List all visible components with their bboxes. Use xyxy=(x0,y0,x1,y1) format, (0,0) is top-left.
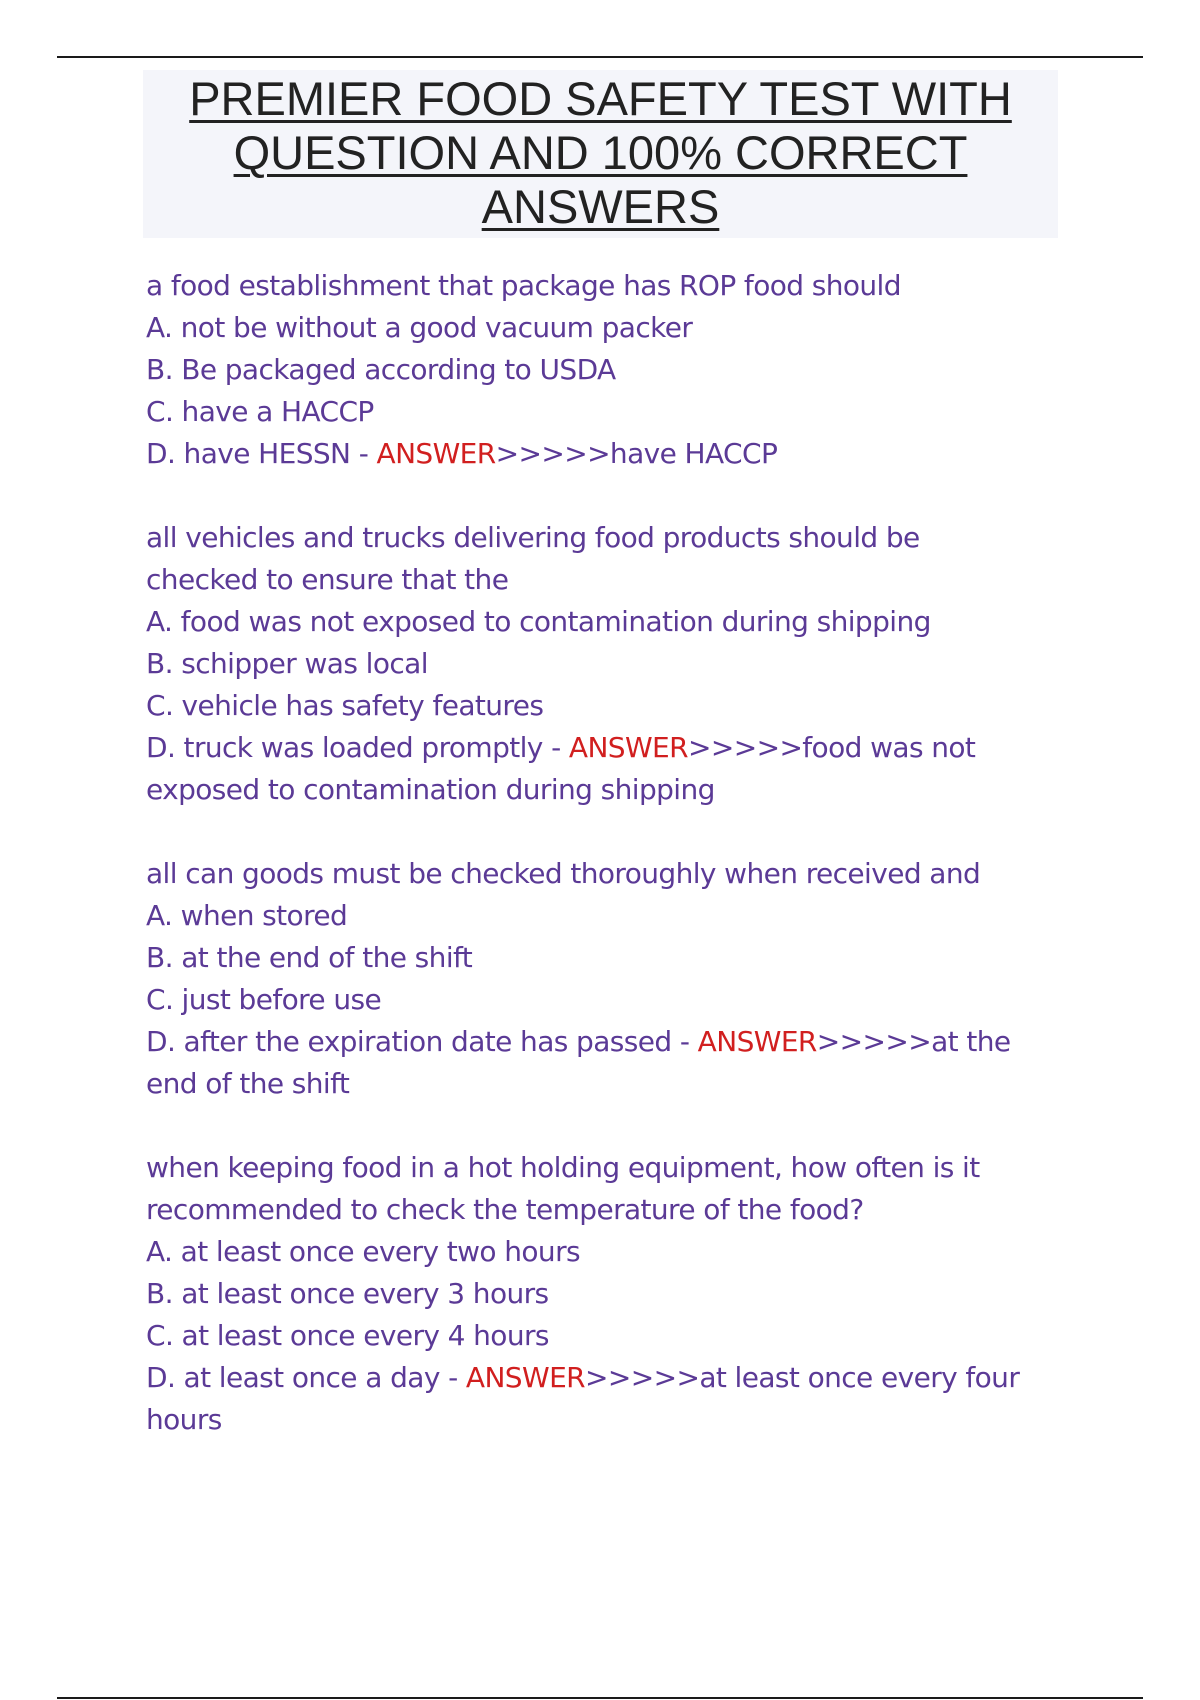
title-line: QUESTION AND 100% CORRECT xyxy=(233,126,968,179)
option-c: C. just before use xyxy=(146,983,382,1016)
document-title-block xyxy=(143,70,1058,238)
bottom-rule xyxy=(57,1697,1143,1699)
answer-label: ANSWER xyxy=(568,731,688,764)
option-b: B. at the end of the shift xyxy=(146,941,473,974)
option-d-with-answer xyxy=(146,727,1046,769)
answer-text: >>>>>at the xyxy=(816,1025,1011,1058)
option-a: A. when stored xyxy=(146,899,348,932)
question-text: all can goods must be checked thoroughly when received and xyxy=(146,857,981,890)
question-text: all vehicles and trucks delivering food products should be xyxy=(146,521,920,554)
option-c: C. vehicle has safety features xyxy=(146,689,544,722)
answer-label: ANSWER xyxy=(697,1025,817,1058)
question-list xyxy=(146,265,1046,1483)
question-block xyxy=(146,517,1046,811)
answer-text-continued: hours xyxy=(146,1403,222,1436)
option-b: B. at least once every 3 hours xyxy=(146,1277,549,1310)
title-line: PREMIER FOOD SAFETY TEST WITH xyxy=(189,72,1012,125)
answer-label: ANSWER xyxy=(376,437,496,470)
question-block xyxy=(146,1147,1046,1441)
option-a: A. food was not exposed to contamination during shipping xyxy=(146,605,931,638)
option-c: C. at least once every 4 hours xyxy=(146,1319,549,1352)
question-block xyxy=(146,265,1046,475)
top-rule xyxy=(57,56,1143,58)
answer-text: >>>>>at least once every four xyxy=(585,1361,1020,1394)
title-line: ANSWERS xyxy=(481,180,720,233)
option-d-with-answer xyxy=(146,1357,1046,1399)
answer-label: ANSWER xyxy=(465,1361,586,1394)
option-c: C. have a HACCP xyxy=(146,395,374,428)
option-d: D. truck was loaded promptly - xyxy=(146,731,569,764)
answer-text: >>>>>food was not xyxy=(688,731,976,764)
question-block xyxy=(146,853,1046,1105)
answer-text-continued: end of the shift xyxy=(146,1067,350,1100)
answer-text: >>>>>have HACCP xyxy=(495,437,778,470)
option-d-with-answer xyxy=(146,433,1046,475)
question-text: a food establishment that package has ROP food should xyxy=(146,269,901,302)
question-text: recommended to check the temperature of the food? xyxy=(146,1193,864,1226)
option-d: D. after the expiration date has passed - xyxy=(146,1025,698,1058)
option-a: A. not be without a good vacuum packer xyxy=(146,311,693,344)
option-d: D. have HESSN - xyxy=(146,437,377,470)
option-a: A. at least once every two hours xyxy=(146,1235,580,1268)
option-d: D. at least once a day - xyxy=(146,1361,466,1394)
question-text: checked to ensure that the xyxy=(146,563,509,596)
option-b: B. Be packaged according to USDA xyxy=(146,353,616,386)
question-text: when keeping food in a hot holding equipment, how often is it xyxy=(146,1151,980,1184)
option-d-with-answer xyxy=(146,1021,1046,1063)
option-b: B. schipper was local xyxy=(146,647,428,680)
answer-text-continued: exposed to contamination during shipping xyxy=(146,773,715,806)
